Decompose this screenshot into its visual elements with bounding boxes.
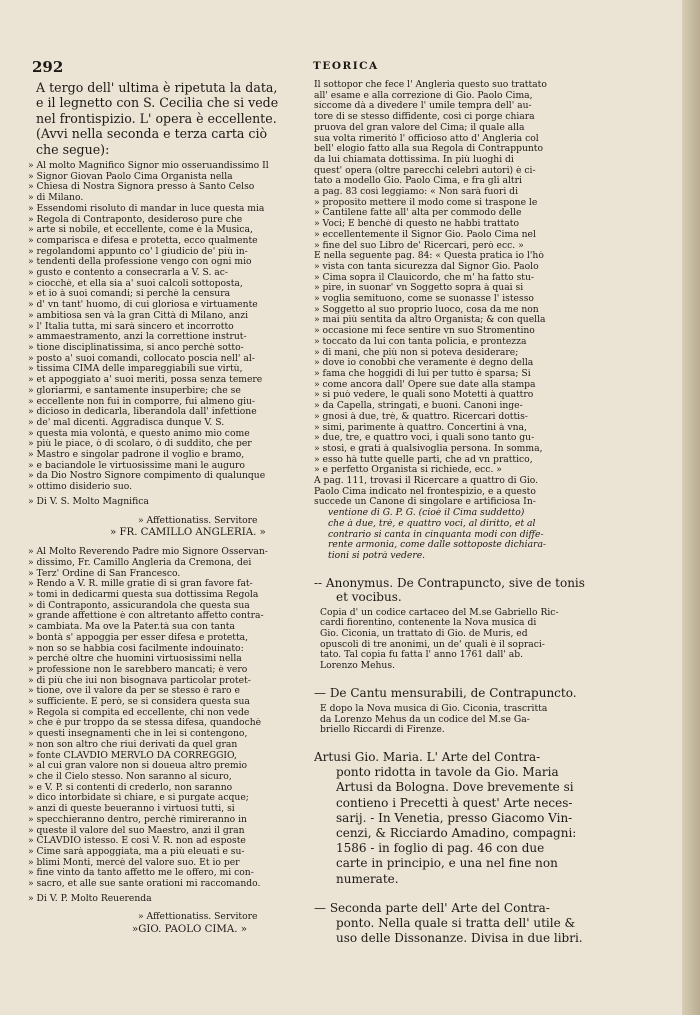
text-line: » Al molto Magnifico Signor mio osseruandissimo Il bbox=[28, 161, 269, 172]
page-header bbox=[32, 58, 682, 78]
text-line: tore di se stesso diffidente, così ci porge chiara bbox=[314, 112, 535, 123]
text-line: » perchè oltre che huomini virtuosissimi nella bbox=[28, 654, 242, 665]
text-line: » tione, ove il valore da per se stesso è raro e bbox=[28, 686, 240, 697]
text-line: » come ancora dall' Opere sue date alla stampa bbox=[314, 379, 536, 390]
text-line: » simi, parimente à quattro. Concertini à vna, bbox=[314, 422, 527, 433]
signer-name: »GIO. PAOLO CIMA. » bbox=[132, 924, 247, 936]
text-line: » pire, in suonar' vn Soggetto sopra à quai si bbox=[314, 283, 524, 294]
intro-line: A tergo dell' ultima è ripetuta la data, bbox=[36, 80, 278, 95]
text-line: A pag. 111, trovasi il Ricercare a quattro di Gio. bbox=[314, 476, 539, 487]
text-line: » che è pur troppo da se stessa difesa, quandochè bbox=[28, 718, 262, 729]
text-line: » sacro, et alle sue sante orationi mi raccomando. bbox=[28, 879, 261, 890]
text-line: cardi fiorentino, contenente la Nova musica di bbox=[320, 618, 537, 629]
text-line: » e perfetto Organista si richiede, ecc. » bbox=[314, 465, 502, 476]
text-line: » et appoggiato a' suoi meriti, possa senza temere bbox=[28, 375, 263, 386]
text-line: Artusi Gio. Maria. L' Arte del Contra- bbox=[314, 749, 541, 764]
text-line: tato a modello Gio. Paolo Cima, e fra gli altri bbox=[314, 176, 522, 187]
text-line: succede un Canone di singolare e artificiosa In- bbox=[314, 497, 536, 508]
text-line: » gloriarmi, e santamente insuperbire; che se bbox=[28, 385, 241, 396]
text-line: » eccellentemente il Signor Gio. Paolo Cima nel bbox=[314, 229, 536, 240]
text-line: » tione disciplinatissima, si anco perchè sotto- bbox=[28, 342, 244, 353]
intro-line: (Avvi nella seconda e terza carta ciò bbox=[36, 126, 268, 142]
text-line: » ottimo disiderio suo. bbox=[28, 482, 133, 493]
text-line: da Lorenzo Mehus da un codice del M.se Ga- bbox=[320, 714, 530, 725]
left-column bbox=[28, 80, 314, 936]
text-line: » dissimo, Fr. Camillo Angleria da Cremona, dei bbox=[28, 557, 252, 568]
intro-text bbox=[28, 80, 314, 157]
text-line: » Rendo a V. R. mille gratie di si gran favore fat- bbox=[28, 579, 253, 590]
text-line: » specchieranno dentro, perchè rimireranno in bbox=[28, 814, 247, 825]
text-line: » Al Molto Reverendo Padre mio Signore Osservan- bbox=[28, 547, 268, 558]
text-line: ponto. Nella quale si tratta dell' utile & bbox=[336, 916, 576, 930]
text-line: ventione di G. P. G. (cioè il Cima suddetto) bbox=[328, 508, 525, 519]
text-line: » tendenti della professione vengo con ogni mio bbox=[28, 257, 252, 268]
text-line: » due, tre, e quattro voci, i quali sono tanto gu- bbox=[314, 433, 535, 444]
book-gutter bbox=[682, 0, 700, 1015]
commentary-italic bbox=[314, 508, 670, 562]
text-line: da lui chiamata dottissima. In più luoghi di bbox=[314, 154, 514, 165]
page-number: 292 bbox=[32, 58, 64, 76]
text-line: Lorenzo Mehus. bbox=[320, 661, 395, 672]
entry-artusi bbox=[314, 750, 670, 887]
text-line: » sufficiente. E però, se si considera questa sua bbox=[28, 697, 250, 708]
text-line: » Regola di Contraponto, desideroso pure che bbox=[28, 214, 243, 225]
text-line: opuscoli di tre anonimi, un de' quali è il sopraci- bbox=[320, 639, 545, 650]
text-line: » Cime sarà appoggiata, ma a più eleuati e su- bbox=[28, 846, 245, 857]
text-line: » gusto e contento a consecrarla a V. S. ac- bbox=[28, 268, 229, 279]
letter-dedication bbox=[28, 161, 314, 493]
text-line: » ciocchè, et ella sia a' suoi calcoli sottoposta, bbox=[28, 278, 243, 289]
text-line: » gnosi à due, trè, & quattro. Ricercari dottis- bbox=[314, 411, 528, 422]
text-line: all' esame e alla correzione di Gio. Paolo Cima, bbox=[314, 90, 533, 101]
text-line: contrario si canta in cinquanta modi con diffe- bbox=[328, 529, 544, 540]
text-line: » anzi di queste beueranno i virtuosi tutti, si bbox=[28, 804, 235, 815]
text-line: » dico intorbidate sì chiare, e si purgate acque; bbox=[28, 793, 249, 804]
text-line: » et io à suoi comandi; si perchè la censura bbox=[28, 289, 231, 300]
commentary-block bbox=[314, 80, 670, 508]
signer-role: » Affettionatiss. Servitore bbox=[138, 912, 258, 923]
entry-heading: et vocibus. bbox=[336, 589, 402, 604]
signer-role: » Affettionatiss. Servitore bbox=[138, 515, 258, 526]
text-line: Artusi da Bologna. Dove brevemente si bbox=[336, 780, 574, 795]
text-line: » Voci; E benchè di questo ne habbi trattato bbox=[314, 219, 520, 230]
text-line: » Signor Giovan Paolo Cima Organista nella bbox=[28, 171, 233, 182]
text-line: » professione non le sarebbero mancati; è vero bbox=[28, 664, 248, 675]
text-line: » non so se habbia così facilmente indouinato: bbox=[28, 643, 244, 654]
text-line: sua volta rimeritò l' officioso atto d' Angleria col bbox=[314, 133, 539, 144]
text-line: Paolo Cima indicato nel frontespizio, e a questo bbox=[314, 486, 536, 497]
text-line: » ammaestramento, anzi la correttione instrut- bbox=[28, 332, 247, 343]
text-line: contieno i Precetti à quest' Arte neces- bbox=[336, 795, 573, 810]
text-line: » Terz' Ordine di San Francesco. bbox=[28, 568, 181, 579]
right-column bbox=[314, 80, 670, 946]
text-line: 1586 - in foglio di pag. 46 con due bbox=[336, 841, 545, 856]
text-line: tato. Tal copia fu fatta l' anno 1761 dall' ab. bbox=[320, 650, 524, 661]
closing-line: » Di V. P. Molto Reuerenda bbox=[28, 893, 152, 904]
text-line: » tissima CIMA delle impareggiabili sue virtù, bbox=[28, 364, 243, 375]
text-line: » Soggetto al suo proprio luoco, cosa da me non bbox=[314, 304, 539, 315]
text-line: uso delle Dissonanze. Divisa in due libri. bbox=[336, 931, 583, 946]
text-line: tioni si potrà vedere. bbox=[328, 550, 426, 561]
entry-heading: -- Anonymus. De Contrapuncto, sive de tonis bbox=[314, 575, 585, 590]
text-line: » dicioso in dedicarla, liberandola dall' infettione bbox=[28, 407, 257, 418]
text-line: » Cantilene fatte all' alta per commodo delle bbox=[314, 208, 522, 219]
text-line: » si può vedere, le quali sono Motetti à quattro bbox=[314, 390, 534, 401]
entry-body bbox=[314, 608, 670, 672]
text-line: » di Contraponto, assicurandola che questa sua bbox=[28, 600, 250, 611]
text-line: quest' opera (oltre parecchi celebri autori) è ci- bbox=[314, 165, 536, 176]
text-line: » di Milano. bbox=[28, 193, 84, 204]
text-line: » esso hà tutte quelle parti, che ad vn prattico, bbox=[314, 454, 533, 465]
text-line: » e V. P. si contenti di crederlo, non saranno bbox=[28, 782, 233, 793]
text-line: Copia d' un codice cartaceo del M.se Gabriello Ric- bbox=[320, 607, 559, 618]
text-line: » al cui gran valore non si doueua altro premio bbox=[28, 761, 248, 772]
signer-name: » FR. CAMILLO ANGLERIA. » bbox=[110, 527, 266, 539]
text-line: » Regola si compita ed eccellente, chi non vede bbox=[28, 707, 250, 718]
intro-line: che segue): bbox=[36, 141, 110, 157]
closing-line: » Di V. S. Molto Magnifica bbox=[28, 496, 149, 507]
text-line: » e baciandole le virtuosissime mani le auguro bbox=[28, 460, 245, 471]
text-line: » proposito mettere il modo come si traspone le bbox=[314, 197, 538, 208]
text-line: » l' Italia tutta, mi sarà sincero et incorrotto bbox=[28, 321, 234, 332]
text-line: » ambitiosa sen và la gran Città di Milano, anzi bbox=[28, 310, 249, 321]
text-line: » da Dio Nostro Signore compimento di qualunque bbox=[28, 471, 266, 482]
text-line: » Essendomi risoluto di mandar in luce questa mia bbox=[28, 203, 265, 214]
intro-line: e il legnetto con S. Cecilia che si vede bbox=[36, 95, 279, 111]
text-line: » arte si nobile, et eccellente, come è la Musica, bbox=[28, 225, 253, 236]
text-line: » occasione mi fece sentire vn suo Stromentino bbox=[314, 326, 535, 337]
text-line: » d' vn tant' huomo, di cui gloriosa e virtuamente bbox=[28, 300, 258, 311]
text-line: » non son altro che riui derivati da quel gran bbox=[28, 739, 238, 750]
text-line: » fine del suo Libro de' Ricercari, però ecc. » bbox=[314, 240, 524, 251]
text-line: » questa mia volontà, e questo animo mio come bbox=[28, 428, 250, 439]
text-line: » Cima sopra il Clauicordo, che m' ha fatto stu- bbox=[314, 272, 534, 283]
text-line: che à due, trè, e quattro voci, al diritto, et al bbox=[328, 518, 536, 529]
text-line: » fine vinto da tanto affetto me le offero, mi con- bbox=[28, 868, 254, 879]
text-line: » regolandomi appunto co' l giudicio de' più in- bbox=[28, 246, 248, 257]
entry-body bbox=[314, 704, 670, 736]
text-line: » Mastro e singolar padrone il voglio e bramo, bbox=[28, 450, 245, 461]
text-line: ponto ridotta in tavole da Gio. Maria bbox=[336, 765, 559, 780]
text-line: » comparisca e difesa e protetta, ecco qualmente bbox=[28, 235, 258, 246]
text-line: » vista con tanta sicurezza dal Signor Gio. Paolo bbox=[314, 261, 539, 272]
text-line: » blimi Monti, mercè del valore suo. Et io per bbox=[28, 857, 240, 868]
text-line: » fonte CLAVDIO MERVLO DA CORREGGIO, bbox=[28, 750, 237, 761]
text-line: » cambiata. Ma ove la Pater.tà sua con tanta bbox=[28, 622, 235, 633]
text-line: » di mani, che più non si poteva desiderare; bbox=[314, 347, 519, 358]
text-line: pruova del gran valore del Cima; il quale alla bbox=[314, 122, 525, 133]
text-line: » questi insegnamenti che in lei si contengono, bbox=[28, 729, 248, 740]
text-line: » fama che hoggidì di lui per tutto è sparsa; Si bbox=[314, 368, 531, 379]
text-line: bell' elogio fatto alla sua Regola di Contrappunto bbox=[314, 144, 544, 155]
text-line: a pag. 83 così leggiamo: « Non sarà fuori di bbox=[314, 187, 519, 198]
text-line: » tomi in dedicarmi questa sua dottissima Regola bbox=[28, 590, 259, 601]
text-line: Gio. Ciconia, un trattato di Gio. de Muris, ed bbox=[320, 629, 528, 640]
entry-seconda bbox=[314, 901, 670, 947]
letter-reply bbox=[28, 547, 314, 890]
text-line: Il sottopor che fece l' Angleria questo suo trattato bbox=[314, 80, 547, 90]
text-line: » Chiesa di Nostra Signora presso à Santo Celso bbox=[28, 182, 255, 193]
text-line: » voglia semituono, come se suonasse l' istesso bbox=[314, 294, 534, 305]
text-line: » de' mal dicenti. Aggradisca dunque V. S. bbox=[28, 417, 225, 428]
intro-line: nel frontispizio. L' opera è eccellente. bbox=[36, 110, 277, 126]
text-line: sarij. - In Venetia, presso Giacomo Vin- bbox=[336, 810, 573, 825]
text-line: » mai più sentita da altro Organista; & con quella bbox=[314, 315, 546, 326]
text-line: » da Capella, stringati, e buoni. Canoni inge- bbox=[314, 401, 523, 412]
text-line: rente armonia, come dalle sottoposte dichiara- bbox=[328, 540, 547, 551]
text-line: E nella seguente pag. 84: « Questa pratica io l'hò bbox=[314, 251, 544, 262]
text-line: » posto a' suoi comandi, collocato poscia nell' al- bbox=[28, 353, 255, 364]
text-line: » eccellente non fui in comporre, fui almeno giu- bbox=[28, 396, 256, 407]
text-line: » che il Cielo stesso. Non saranno al sicuro, bbox=[28, 772, 232, 782]
text-line: » grande affettione è con altretanto affetto contra- bbox=[28, 611, 264, 622]
text-line: » queste il valore del suo Maestro, anzi il gran bbox=[28, 825, 245, 836]
text-line: briello Riccardi di Firenze. bbox=[320, 725, 445, 736]
text-line: — Seconda parte dell' Arte del Contra- bbox=[314, 900, 550, 915]
running-title: TEORICA bbox=[313, 60, 379, 72]
text-line: siccome dà a divedere l' umile tempra dell' au- bbox=[314, 101, 532, 112]
text-line: » bontà s' appoggia per esser difesa e protetta, bbox=[28, 632, 249, 643]
text-line: numerate. bbox=[336, 871, 399, 886]
entry-heading: — De Cantu mensurabili, de Contrapuncto. bbox=[314, 685, 577, 700]
text-line: » CLAVDIO istesso. E così V. R. non ad esposte bbox=[28, 836, 246, 847]
text-line: » più le piace, ò di scolaro, ò di suddito, che per bbox=[28, 439, 252, 450]
text-line: È dopo la Nova musica di Gio. Ciconia, trascritta bbox=[320, 703, 548, 714]
text-line: » stosi, e grati à qualsivoglia persona. In somma, bbox=[314, 443, 543, 454]
text-line: cenzi, & Ricciardo Amadino, compagni: bbox=[336, 825, 577, 840]
text-line: » dove io conobbi che veramente è degno della bbox=[314, 358, 534, 369]
text-line: » toccato da lui con tanta policia, e prontezza bbox=[314, 336, 527, 347]
text-line: » di più che iui non bisognava particolar protet- bbox=[28, 675, 251, 686]
text-line: carte in principio, e una nel fine non bbox=[336, 856, 558, 871]
